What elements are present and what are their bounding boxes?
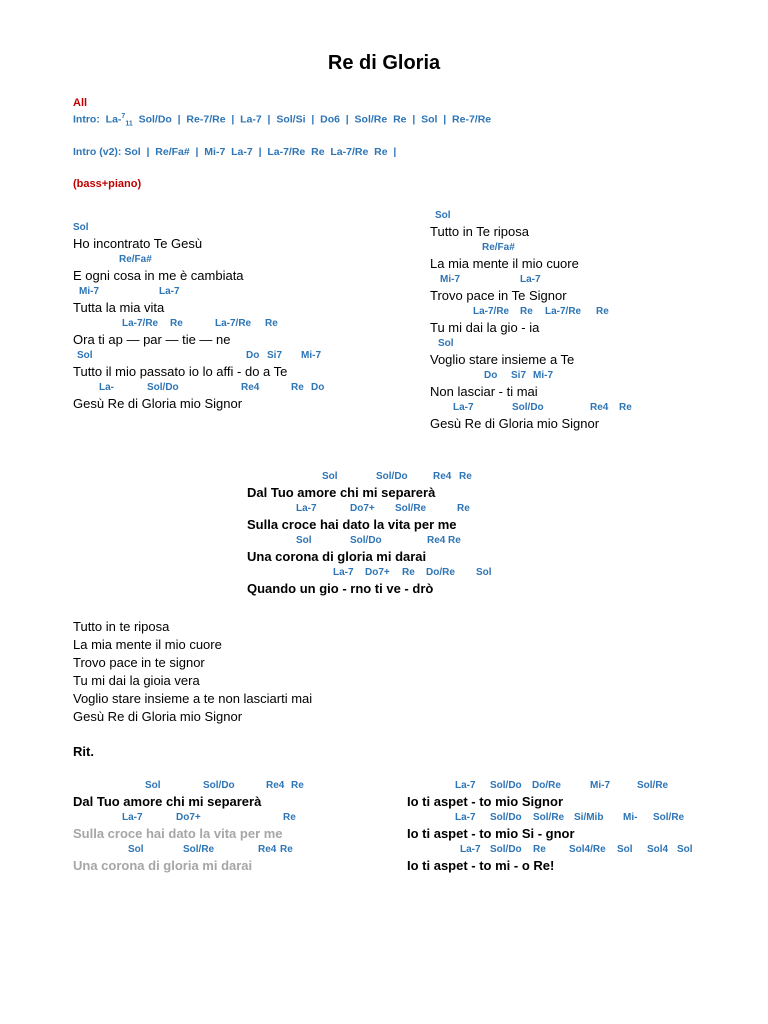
- chord: Do7+: [350, 503, 375, 514]
- lyric-line: Gesù Re di Gloria mio Signor: [73, 396, 243, 411]
- chord: Re/Fa#: [119, 254, 152, 265]
- chord: Sol: [617, 844, 633, 855]
- chord: Sol: [435, 210, 451, 221]
- chord: Re: [533, 844, 546, 855]
- chord-line: [430, 208, 599, 224]
- lyric-line: Voglio stare insieme a te non lasciarti mai: [73, 691, 313, 706]
- lyric-line: Non lasciar - ti mai: [430, 384, 538, 399]
- lyric-line: Dal Tuo amore chi mi separerà: [73, 794, 262, 809]
- lyric-line: Tu mi dai la gioia vera: [73, 673, 200, 688]
- chord: La-7/Re: [473, 306, 510, 317]
- chord-line: [73, 252, 287, 268]
- chord: Sol: [677, 844, 693, 855]
- intro-subscript: 11: [125, 120, 133, 128]
- chord: La-7/Re: [215, 318, 252, 329]
- chord-line: [430, 368, 599, 384]
- chord: La-7: [455, 780, 476, 791]
- chord: Re: [280, 844, 293, 855]
- chord: La-7: [333, 567, 354, 578]
- chord: Sol: [322, 471, 338, 482]
- chord: La-7: [460, 844, 481, 855]
- chord: Sol4/Re: [569, 844, 606, 855]
- chord: Do: [484, 370, 498, 381]
- lyric-line: Tutto il mio passato io lo affi - do a Te: [73, 364, 288, 379]
- chord-line: [247, 469, 472, 485]
- lyric-line: Trovo pace in Te Signor: [430, 288, 567, 303]
- lyric-line: Io ti aspet - to mio Si - gnor: [407, 826, 575, 841]
- lyric-line: Io ti aspet - to mi - o Re!: [407, 858, 555, 873]
- chord: Do: [246, 350, 260, 361]
- lyric-line: Tu mi dai la gio - ia: [430, 320, 540, 335]
- chord: La-7: [453, 402, 474, 413]
- chord: Re: [457, 503, 470, 514]
- chord: La-7: [296, 503, 317, 514]
- lyric-line: Quando un gio - rno ti ve - drò: [247, 581, 434, 596]
- intro-first-chord: La-: [105, 113, 122, 126]
- chord: Re: [170, 318, 183, 329]
- chord-line: [73, 348, 321, 364]
- chord: Sol/Do: [490, 780, 522, 791]
- chord: La-7/Re: [122, 318, 159, 329]
- chord: La-7: [122, 812, 143, 823]
- intro-line: [73, 113, 491, 128]
- lyric-line: La mia mente il mio cuore: [73, 637, 222, 652]
- chord: Sol/Do: [512, 402, 544, 413]
- chorus-center: [247, 469, 492, 597]
- lyric-line: Sulla croce hai dato la vita per me: [73, 826, 283, 841]
- lyric-line: Ora ti ap — par — tie — ne: [73, 332, 231, 347]
- chord: Sol/Do: [376, 471, 408, 482]
- chord: Sol: [296, 535, 312, 546]
- chord: Sol: [73, 222, 89, 233]
- chord: La-7: [455, 812, 476, 823]
- chord: Re4: [427, 535, 446, 546]
- chord: Re: [619, 402, 632, 413]
- chord: Sol/Re: [653, 812, 685, 823]
- chord-line: [430, 240, 599, 256]
- chord: Re: [459, 471, 472, 482]
- chord: Re4: [258, 844, 277, 855]
- chord: Re: [291, 382, 304, 393]
- all-label: All: [73, 97, 88, 109]
- chord-line: [247, 533, 461, 549]
- intro-rest: Sol/Do | Re-7/Re | La-7 | Sol/Si | Do6 | Sol/Re Re | Sol | Re-7/Re: [138, 113, 492, 126]
- chord: Sol: [128, 844, 144, 855]
- verse-1: [73, 220, 325, 412]
- chord-line: [73, 380, 325, 396]
- intro-v2-line: Intro (v2): Sol | Re/Fa# | Mi-7 La-7 | La-7/Re Re La-7/Re Re |: [73, 146, 397, 158]
- chord: Re: [448, 535, 461, 546]
- chord: Re4: [241, 382, 260, 393]
- chord: Mi-: [623, 812, 638, 823]
- chord: Re4: [266, 780, 285, 791]
- chord-line: [73, 220, 287, 236]
- lyric-line: Tutto in te riposa: [73, 619, 170, 634]
- chord: Do/Re: [426, 567, 455, 578]
- chord: Sol/Re: [637, 780, 669, 791]
- chord: Mi-7: [440, 274, 460, 285]
- chord-line: [407, 842, 693, 858]
- chord: Re: [265, 318, 278, 329]
- lyric-line: Gesù Re di Gloria mio Signor: [73, 709, 243, 724]
- lyric-line: Dal Tuo amore chi mi separerà: [247, 485, 436, 500]
- chord: Si7: [267, 350, 283, 361]
- chord: Sol/Re: [183, 844, 215, 855]
- chord: Sol/Do: [490, 812, 522, 823]
- chord: Do/Re: [532, 780, 561, 791]
- chord: La-7: [520, 274, 541, 285]
- chord: Re: [283, 812, 296, 823]
- chord: Re: [596, 306, 609, 317]
- lyric-line: Sulla croce hai dato la vita per me: [247, 517, 457, 532]
- verse-3: [73, 618, 312, 726]
- chord: Do: [311, 382, 325, 393]
- bass-piano-label: (bass+piano): [73, 178, 142, 190]
- intro-superscript: 7: [121, 113, 126, 120]
- chord: Re4: [590, 402, 609, 413]
- lyric-line: Io ti aspet - to mio Signor: [407, 794, 563, 809]
- chord: Re4: [433, 471, 452, 482]
- chord: Mi-7: [79, 286, 99, 297]
- chord: Sol4: [647, 844, 669, 855]
- chord: Sol/Do: [147, 382, 179, 393]
- lyric-line: Ho incontrato Te Gesù: [73, 236, 203, 251]
- chord: Mi-7: [533, 370, 553, 381]
- lyric-line: Una corona di gloria mi darai: [247, 549, 427, 564]
- verse-2: [430, 208, 632, 432]
- chord: Re: [291, 780, 304, 791]
- lyric-line: Voglio stare insieme a Te: [430, 352, 575, 367]
- chord-line: [73, 284, 287, 300]
- lyric-line: La mia mente il mio cuore: [430, 256, 579, 271]
- chord-line: [73, 842, 293, 858]
- chord: Sol: [476, 567, 492, 578]
- chord: Sol: [145, 780, 161, 791]
- lyric-line: Tutta la mia vita: [73, 300, 165, 315]
- chord-line: [430, 272, 599, 288]
- lyric-line: Una corona di gloria mi darai: [73, 858, 253, 873]
- chord-line: [247, 565, 492, 581]
- lyric-line: Gesù Re di Gloria mio Signor: [430, 416, 600, 431]
- lyric-line: Tutto in Te riposa: [430, 224, 529, 239]
- rit-label: Rit.: [73, 744, 94, 759]
- chord: Do7+: [176, 812, 201, 823]
- chord: Sol/Do: [203, 780, 235, 791]
- chord-line: [73, 810, 296, 826]
- chord: La-7/Re: [545, 306, 582, 317]
- chord: Do7+: [365, 567, 390, 578]
- chord: Mi-7: [301, 350, 321, 361]
- chord: Sol/Re: [533, 812, 565, 823]
- chord: Si7: [511, 370, 527, 381]
- chord: La-: [99, 382, 114, 393]
- chord: Re: [402, 567, 415, 578]
- chord-line: [73, 778, 304, 794]
- chord: La-7: [159, 286, 180, 297]
- chord-line: [407, 778, 669, 794]
- chord: Re/Fa#: [482, 242, 515, 253]
- chord-line: [430, 336, 599, 352]
- chord-line: [430, 304, 609, 320]
- chord: Sol: [438, 338, 454, 349]
- chord-line: [430, 400, 632, 416]
- chord: Re: [520, 306, 533, 317]
- chord: Mi-7: [590, 780, 610, 791]
- page-title: Re di Gloria: [327, 52, 441, 74]
- chord-line: [407, 810, 685, 826]
- chord-line: [247, 501, 470, 517]
- chord: Sol/Re: [395, 503, 427, 514]
- rit-left: [73, 778, 304, 874]
- chord: Si/Mib: [574, 812, 604, 823]
- lyric-line: E ogni cosa in me è cambiata: [73, 268, 244, 283]
- intro-label: Intro:: [73, 113, 100, 126]
- chord: Sol/Do: [350, 535, 382, 546]
- chord: Sol/Do: [490, 844, 522, 855]
- lyric-line: Trovo pace in te signor: [73, 655, 205, 670]
- chord: Sol: [77, 350, 93, 361]
- chord-line: [73, 316, 287, 332]
- rit-right: [407, 778, 693, 874]
